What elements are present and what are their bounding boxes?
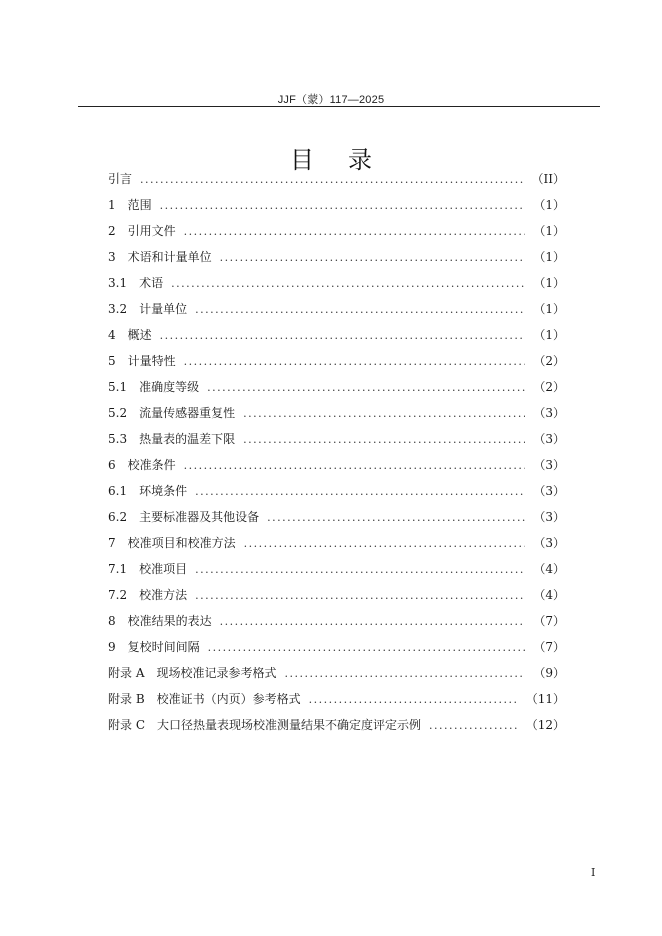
- toc-entry[interactable]: [108, 560, 565, 586]
- toc-entry-page: （3）: [533, 458, 565, 472]
- table-of-contents: [108, 170, 565, 742]
- toc-entry-label: 校准条件: [127, 458, 176, 472]
- toc-entry-number: 9: [108, 640, 116, 654]
- toc-entry-number: 7.1: [108, 562, 128, 576]
- toc-entry-page: （3）: [533, 484, 565, 498]
- toc-dot-leader: [243, 433, 525, 446]
- toc-dot-leader: [267, 511, 525, 524]
- toc-entry-number: 4: [108, 328, 116, 342]
- toc-entry-label: 引言: [108, 172, 133, 186]
- toc-entry-label: 术语: [139, 276, 164, 290]
- toc-entry-number: 3: [108, 250, 116, 264]
- toc-entry[interactable]: [108, 508, 565, 534]
- toc-entry-number: 5.1: [108, 380, 128, 394]
- toc-entry-number: 3.1: [108, 276, 128, 290]
- toc-entry-label: 术语和计量单位: [127, 250, 212, 264]
- page-number: I: [591, 866, 596, 879]
- toc-entry-label: 引用文件: [127, 224, 176, 238]
- toc-entry-label: 范围: [127, 198, 152, 212]
- toc-entry-page: （3）: [533, 510, 565, 524]
- toc-dot-leader: [309, 693, 518, 706]
- toc-entry-number: 7.2: [108, 588, 128, 602]
- toc-entry-number: 6.1: [108, 484, 128, 498]
- toc-entry-label: 计量单位: [139, 302, 188, 316]
- toc-entry[interactable]: [108, 274, 565, 300]
- toc-entry-page: （3）: [533, 432, 565, 446]
- toc-dot-leader: [160, 329, 526, 342]
- toc-entry[interactable]: [108, 586, 565, 612]
- toc-entry-page: （4）: [533, 588, 565, 602]
- toc-entry[interactable]: [108, 404, 565, 430]
- toc-dot-leader: [244, 537, 526, 550]
- toc-entry-page: （3）: [533, 406, 565, 420]
- toc-entry-number: 1: [108, 198, 116, 212]
- toc-entry[interactable]: [108, 456, 565, 482]
- toc-entry[interactable]: [108, 612, 565, 638]
- toc-entry-label: 流量传感器重复性: [139, 406, 236, 420]
- toc-entry-label: 准确度等级: [139, 380, 200, 394]
- toc-entry-page: （9）: [533, 666, 565, 680]
- toc-entry-page: （1）: [533, 198, 565, 212]
- toc-dot-leader: [195, 563, 525, 576]
- toc-entry-number: 附录 C: [108, 718, 145, 732]
- toc-entry-page: （7）: [533, 640, 565, 654]
- toc-entry-number: 6: [108, 458, 116, 472]
- toc-entry-page: （1）: [533, 250, 565, 264]
- toc-dot-leader: [140, 173, 524, 186]
- toc-entry[interactable]: [108, 352, 565, 378]
- toc-dot-leader: [243, 407, 525, 420]
- toc-entry[interactable]: [108, 222, 565, 248]
- toc-dot-leader: [429, 719, 518, 732]
- toc-dot-leader: [171, 277, 525, 290]
- toc-dot-leader: [285, 667, 526, 680]
- toc-entry-number: 附录 B: [108, 692, 145, 706]
- toc-entry-label: 复校时间间隔: [127, 640, 200, 654]
- toc-entry-number: 5: [108, 354, 116, 368]
- header-rule: [78, 106, 600, 107]
- toc-entry[interactable]: [108, 248, 565, 274]
- page-title: 目录: [290, 146, 406, 174]
- toc-entry-label: 校准结果的表达: [127, 614, 212, 628]
- toc-entry-page: （1）: [533, 276, 565, 290]
- toc-entry-page: （11）: [525, 692, 565, 706]
- toc-entry-page: （12）: [525, 718, 565, 732]
- toc-entry-label: 现场校准记录参考格式: [156, 666, 277, 680]
- toc-entry[interactable]: [108, 664, 565, 690]
- toc-dot-leader: [220, 615, 526, 628]
- toc-entry-label: 校准项目: [139, 562, 188, 576]
- toc-dot-leader: [184, 459, 526, 472]
- toc-entry[interactable]: [108, 534, 565, 560]
- toc-entry-number: 附录 A: [108, 666, 145, 680]
- toc-entry-label: 主要标准器及其他设备: [139, 510, 260, 524]
- toc-entry[interactable]: [108, 716, 565, 742]
- toc-entry-number: 8: [108, 614, 116, 628]
- toc-entry[interactable]: [108, 482, 565, 508]
- toc-entry-label: 环境条件: [139, 484, 188, 498]
- toc-entry-page: （II）: [531, 172, 565, 186]
- toc-entry-number: 5.2: [108, 406, 128, 420]
- toc-entry-page: （1）: [533, 302, 565, 316]
- toc-entry-page: （1）: [533, 224, 565, 238]
- toc-entry[interactable]: [108, 430, 565, 456]
- toc-dot-leader: [184, 355, 526, 368]
- toc-dot-leader: [195, 589, 525, 602]
- toc-entry-number: 7: [108, 536, 116, 550]
- toc-entry-label: 热量表的温差下限: [139, 432, 236, 446]
- toc-entry-label: 计量特性: [127, 354, 176, 368]
- toc-dot-leader: [184, 225, 526, 238]
- toc-entry-label: 校准证书（内页）参考格式: [156, 692, 301, 706]
- toc-entry[interactable]: [108, 378, 565, 404]
- toc-dot-leader: [220, 251, 526, 264]
- toc-entry-page: （1）: [533, 328, 565, 342]
- toc-entry-number: 2: [108, 224, 116, 238]
- toc-entry-label: 大口径热量表现场校准测量结果不确定度评定示例: [157, 718, 422, 732]
- toc-entry[interactable]: [108, 638, 565, 664]
- toc-dot-leader: [160, 199, 526, 212]
- toc-entry-label: 校准项目和校准方法: [127, 536, 236, 550]
- toc-entry[interactable]: [108, 170, 565, 196]
- document-code-header: JJF（蒙）117—2025: [277, 94, 385, 106]
- toc-entry[interactable]: [108, 196, 565, 222]
- toc-entry-number: 6.2: [108, 510, 128, 524]
- toc-entry-page: （3）: [533, 536, 565, 550]
- toc-entry-number: 3.2: [108, 302, 128, 316]
- toc-entry-label: 校准方法: [139, 588, 188, 602]
- toc-entry-number: 5.3: [108, 432, 128, 446]
- toc-dot-leader: [195, 485, 525, 498]
- toc-entry-page: （2）: [533, 354, 565, 368]
- toc-entry[interactable]: [108, 690, 565, 716]
- toc-entry[interactable]: [108, 326, 565, 352]
- toc-entry-label: 概述: [127, 328, 152, 342]
- toc-entry-page: （2）: [533, 380, 565, 394]
- toc-dot-leader: [195, 303, 525, 316]
- toc-dot-leader: [207, 381, 525, 394]
- toc-dot-leader: [208, 641, 526, 654]
- toc-entry[interactable]: [108, 300, 565, 326]
- toc-entry-page: （7）: [533, 614, 565, 628]
- toc-entry-page: （4）: [533, 562, 565, 576]
